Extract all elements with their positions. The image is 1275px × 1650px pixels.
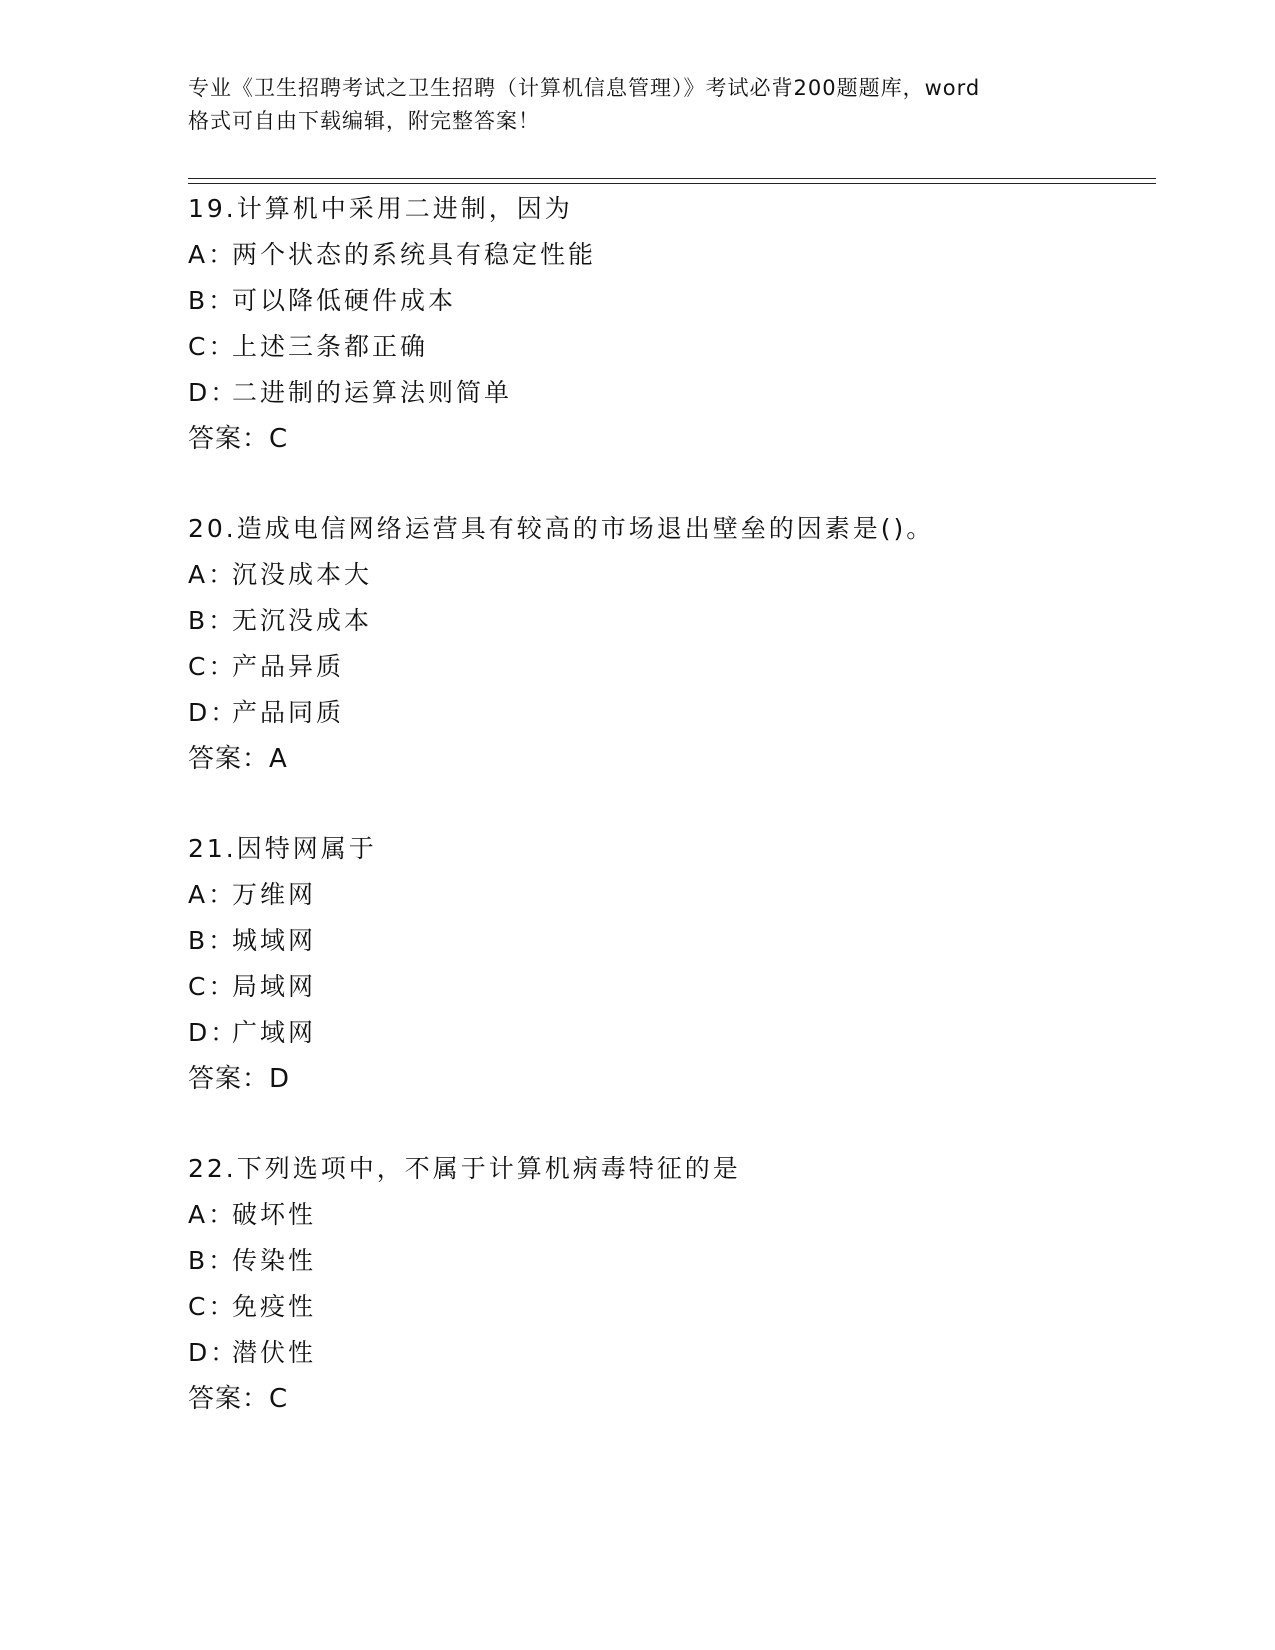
- answer-line: 答案：D: [188, 1064, 291, 1094]
- answer-line: 答案：C: [188, 424, 289, 454]
- option-d: [188, 1330, 1148, 1376]
- option-letter: B：: [188, 926, 237, 955]
- option-b: [188, 918, 1148, 964]
- option-d: [188, 1010, 1148, 1056]
- answer-line: 答案：A: [188, 744, 288, 774]
- question-block: [188, 1146, 1148, 1422]
- question-block: [188, 186, 1148, 462]
- option-a: [188, 1192, 1148, 1238]
- question-stem: 20.造成电信网络运营具有较高的市场退出壁垒的因素是()。: [188, 514, 935, 543]
- header-line-2: 格式可自由下载编辑，附完整答案！: [188, 109, 540, 133]
- question-stem: 21.因特网属于: [188, 834, 377, 863]
- option-a: [188, 872, 1148, 918]
- option-text: 两个状态的系统具有稳定性能: [232, 240, 597, 269]
- option-letter: B：: [188, 606, 237, 635]
- option-letter: C：: [188, 1292, 237, 1321]
- option-d: [188, 690, 1148, 736]
- option-text: 万维网: [232, 880, 317, 909]
- header-line-1: 专业《卫生招聘考试之卫生招聘（计算机信息管理）》考试必背200题题库，word: [188, 76, 981, 100]
- question-stem: 19.计算机中采用二进制，因为: [188, 194, 573, 223]
- header-divider-bottom: [188, 183, 1156, 184]
- option-letter: A：: [188, 880, 237, 909]
- option-text: 产品同质: [232, 698, 345, 727]
- option-text: 潜伏性: [232, 1338, 317, 1367]
- option-text: 城域网: [232, 926, 317, 955]
- option-a: [188, 552, 1148, 598]
- option-text: 传染性: [232, 1246, 317, 1275]
- answer-line: 答案：C: [188, 1384, 289, 1414]
- option-b: [188, 598, 1148, 644]
- option-letter: B：: [188, 286, 237, 315]
- option-text: 破坏性: [232, 1200, 317, 1229]
- header-divider-top: [188, 178, 1156, 179]
- option-text: 可以降低硬件成本: [232, 286, 457, 315]
- option-text: 产品异质: [232, 652, 345, 681]
- document-header: [188, 72, 1088, 138]
- option-letter: D：: [188, 1018, 239, 1047]
- question-stem: 22.下列选项中，不属于计算机病毒特征的是: [188, 1154, 741, 1183]
- option-text: 免疫性: [232, 1292, 317, 1321]
- option-text: 上述三条都正确: [232, 332, 429, 361]
- option-letter: C：: [188, 972, 237, 1001]
- option-letter: D：: [188, 1338, 239, 1367]
- option-c: [188, 324, 1148, 370]
- option-d: [188, 370, 1148, 416]
- option-b: [188, 278, 1148, 324]
- option-letter: A：: [188, 560, 237, 589]
- option-letter: D：: [188, 698, 239, 727]
- option-c: [188, 964, 1148, 1010]
- option-letter: A：: [188, 1200, 237, 1229]
- option-letter: C：: [188, 332, 237, 361]
- option-letter: A：: [188, 240, 237, 269]
- option-c: [188, 644, 1148, 690]
- question-block: [188, 506, 1148, 782]
- option-a: [188, 232, 1148, 278]
- option-b: [188, 1238, 1148, 1284]
- option-c: [188, 1284, 1148, 1330]
- option-text: 广域网: [232, 1018, 317, 1047]
- option-letter: C：: [188, 652, 237, 681]
- option-text: 无沉没成本: [232, 606, 373, 635]
- option-letter: D：: [188, 378, 239, 407]
- option-text: 沉没成本大: [232, 560, 373, 589]
- question-block: [188, 826, 1148, 1102]
- option-text: 二进制的运算法则简单: [232, 378, 513, 407]
- option-text: 局域网: [232, 972, 317, 1001]
- option-letter: B：: [188, 1246, 237, 1275]
